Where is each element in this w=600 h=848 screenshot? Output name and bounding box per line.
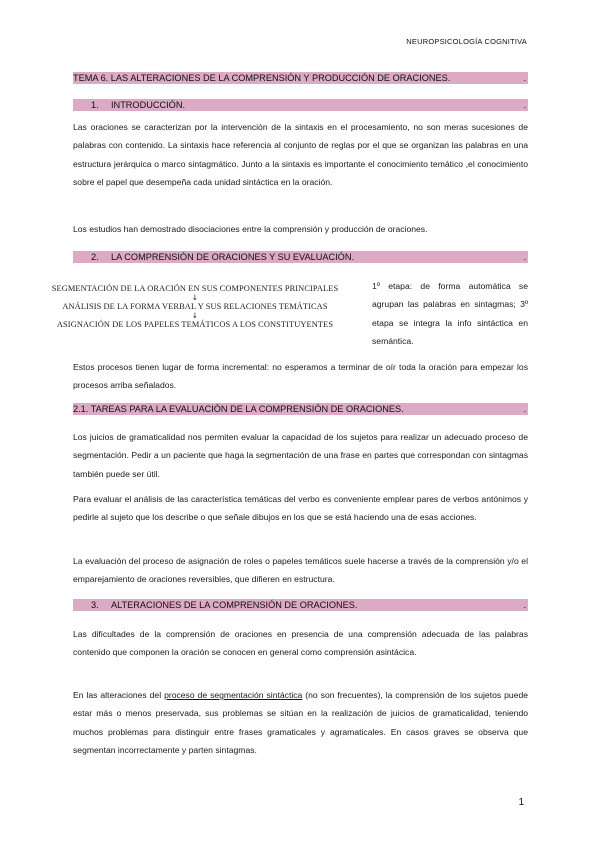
section-trailing-dot: .: [523, 100, 526, 110]
paragraph-text-before: En las alteraciones del: [73, 690, 165, 700]
subsection-label: 2.1. TAREAS PARA LA EVALUACIÓN DE LA COMPRENSIÓN DE ORACIONES.: [73, 404, 404, 414]
section3-paragraph-1: Las dificultades de la comprensión de oraciones en presencia de una comprensión adecuada de las palabras contenido que componen la oración se conocen en general como comprensión asintácica.: [73, 629, 528, 658]
section-heading-comprension: [73, 251, 528, 263]
subsection-paragraph-2: Para evaluar el análisis de las característica temáticas del verbo es conveniente emplear pares de verbos antónimos y pedirle al sujeto que los describe o que señale dibujos en los que se está haciendo una de esas acciones.: [73, 494, 528, 523]
section-number: 2.: [91, 252, 99, 262]
diagram-step-segmentacion: SEGMENTACIÓN DE LA ORACIÓN EN SUS COMPONENTES PRINCIPALES: [51, 284, 339, 293]
intro-paragraph-1: Las oraciones se caracterizan por la intervención de la sintaxis en el procesamiento, no son meras sucesiones de palabras con contenido. La sintaxis hace referencia al conjunto de reglas por el que se organizan las palabras en una estructura jerárquica o marco sintagmático. Junto a la sintaxis es importante el conocimiento temático ,el conocimiento sobre el papel que desempeña cada unidad sintáctica en la oración.: [73, 122, 528, 188]
section-number: 1.: [91, 100, 99, 110]
section-label: INTRODUCCIÓN.: [111, 100, 186, 110]
subsection-paragraph-1: Los juicios de gramaticalidad nos permiten evaluar la capacidad de los sujetos para realizar un adecuado proceso de segmentación. Pedir a un paciente que haga la segmentación de una frase en partes que correspondan con sintagmas también puede ser útil.: [73, 432, 528, 479]
title-trailing-dot: .: [523, 73, 526, 83]
section3-paragraph-2: [73, 686, 528, 760]
document-title: [73, 72, 528, 84]
underlined-term: proceso de segmentación sintáctica: [164, 690, 303, 700]
section-heading-alteraciones: [73, 599, 528, 611]
paragraph-text-after: (no son frecuentes), la comprensión de los sujetos puede estar más o menos preservada, sus problemas se sitúan en la realización de juicios de gramaticalidad, teniendo muchos problemas para distinguir entre frases gramaticales y agramaticales. En casos graves se observa que segmentan incorrectamente y parten sintagmas.: [73, 690, 529, 756]
diagram-step-asignacion: ASIGNACIÓN DE LOS PAPELES TEMÁTICOS A LOS CONSTITUYENTES: [56, 320, 334, 329]
section2-paragraph: Estos procesos tienen lugar de forma incremental: no esperamos a terminar de oír toda la oración para empezar los procesos arriba señalados.: [73, 362, 528, 391]
intro-paragraph-2: Los estudios han demostrado disociaciones entre la comprensión y producción de oraciones.: [73, 224, 428, 234]
down-arrow-icon: ↓: [191, 293, 199, 302]
document-title-text: TEMA 6. LAS ALTERACIONES DE LA COMPRENSIÓN Y PRODUCCIÓN DE ORACIONES.: [73, 73, 451, 83]
page-number: 1: [518, 797, 524, 808]
subsection-paragraph-3: La evaluación del proceso de asignación de roles o papeles temáticos suele hacerse a través de la comprensión y/o el emparejamiento de oraciones reversibles, que difieren en estructura.: [73, 556, 528, 585]
section-trailing-dot: .: [523, 252, 526, 262]
subsection-heading-tareas: [73, 403, 528, 415]
section-trailing-dot: .: [523, 404, 526, 414]
diagram-step-analisis: ANÁLISIS DE LA FORMA VERBAL Y SUS RELACIONES TEMÁTICAS: [62, 302, 328, 311]
section-number: 3.: [91, 600, 99, 610]
section-trailing-dot: .: [523, 600, 526, 610]
process-diagram: [40, 283, 350, 330]
diagram-side-note: 1º etapa: de forma automática se agrupan las palabras en sintagmas; 3º etapa se integra la info sintáctica en semántica.: [372, 281, 528, 347]
down-arrow-icon: ↓: [191, 311, 199, 320]
running-header: NEUROPSICOLOGÍA COGNITIVA: [406, 37, 527, 46]
section-label: ALTERACIONES DE LA COMPRENSIÓN DE ORACIONES.: [111, 600, 358, 610]
section-label: LA COMPRENSIÓN DE ORACIONES Y SU EVALUACIÓN.: [111, 252, 355, 262]
section-heading-introduccion: [73, 99, 528, 111]
